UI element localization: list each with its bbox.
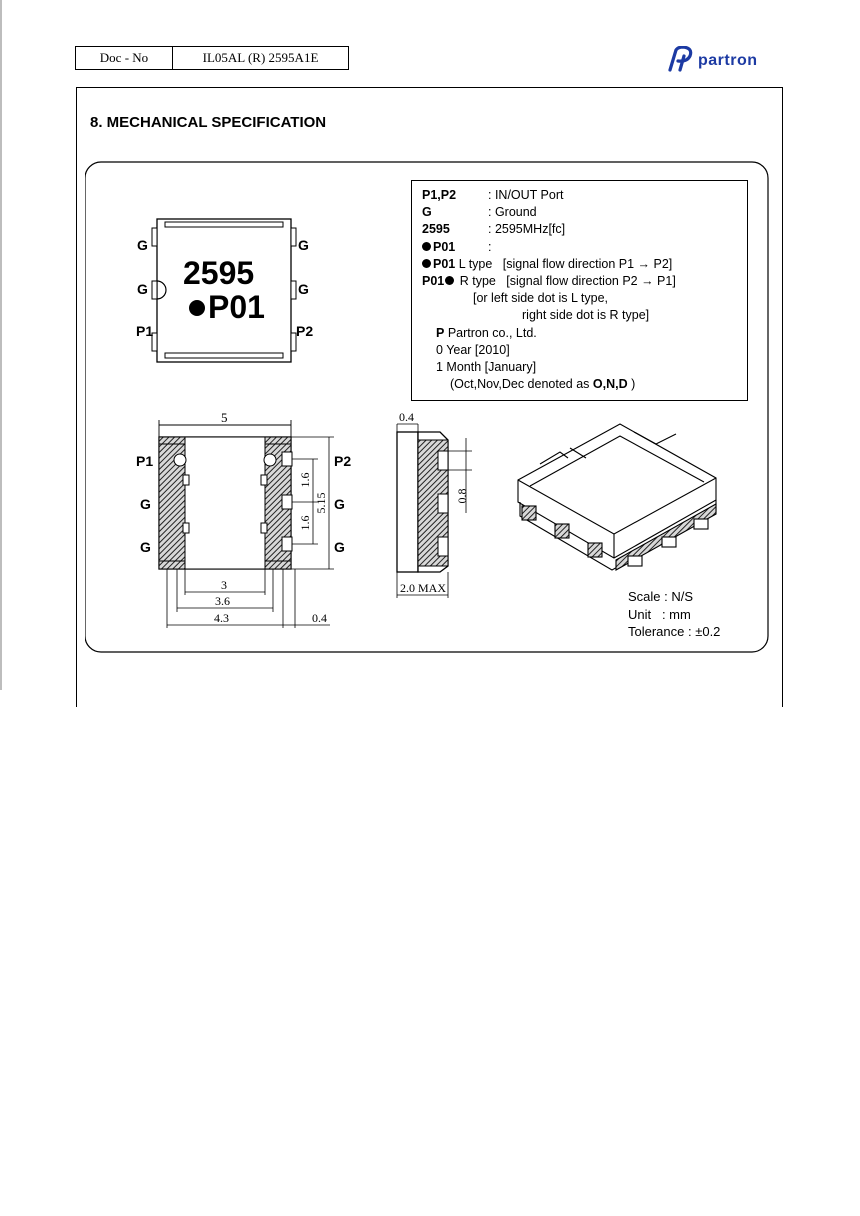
legend-p01-val: : xyxy=(488,239,492,254)
marking-p01: P01 xyxy=(208,289,265,325)
legend-p1p2-val: : IN/OUT Port xyxy=(488,188,564,202)
pin-g-bottom-l1: G xyxy=(140,496,151,512)
partron-logo-icon xyxy=(666,46,696,72)
legend-note-1: [or left side dot is L type, xyxy=(473,291,609,306)
scale-text: Scale : N/S xyxy=(628,589,694,604)
page-left-edge xyxy=(0,0,2,690)
pin-p1-bottom: P1 xyxy=(136,453,154,469)
dim-height: 5.15 xyxy=(314,492,328,514)
legend-l-desc: [signal flow direction P1 → P2] xyxy=(502,256,673,271)
legend-ond-bold: O,N,D xyxy=(592,377,628,392)
legend-l-key: P01 xyxy=(433,256,456,271)
legend-fc-key: 2595 xyxy=(422,222,450,237)
dim-pitch-1: 1.6 xyxy=(298,472,312,488)
section-title: 8. MECHANICAL SPECIFICATION xyxy=(90,114,327,131)
dim-side-h: 0.8 xyxy=(455,488,469,504)
legend-r-desc: [signal flow direction P2 → P1] xyxy=(506,273,676,288)
pin-g-right-2: G xyxy=(298,281,309,297)
legend-g-key: G xyxy=(422,205,432,220)
dim-pad: 0.4 xyxy=(312,611,327,625)
legend-g-val: : Ground xyxy=(488,205,537,220)
side-view xyxy=(397,410,472,598)
pin-g-left-1: G xyxy=(137,237,148,253)
dot-icon xyxy=(422,259,431,268)
dim-side-top: 0.4 xyxy=(399,410,414,424)
pin-g-right-1: G xyxy=(298,237,309,253)
orientation-dot xyxy=(189,300,205,316)
top-view xyxy=(136,219,313,362)
legend-year: 0 Year [2010] xyxy=(436,342,510,357)
legend-month: 1 Month [January] xyxy=(436,359,537,374)
legend-ond-post: ) xyxy=(627,377,636,392)
dim-pitch-2: 1.6 xyxy=(298,515,312,531)
marking-2595: 2595 xyxy=(183,255,255,291)
pin-g-left-2: G xyxy=(137,281,148,297)
pin-g-bottom-r1: G xyxy=(334,496,345,512)
dim-mid: 3.6 xyxy=(215,594,230,608)
dim-inner: 3 xyxy=(221,578,227,592)
legend-fc-val: : 2595MHz[fc] xyxy=(488,222,566,237)
partron-logo xyxy=(666,46,758,72)
legend-p-val: Partron co., Ltd. xyxy=(447,325,537,340)
legend-ond-pre: (Oct,Nov,Dec denoted as xyxy=(450,377,593,392)
legend-r-key: P01 xyxy=(422,273,445,288)
legend-p-key: P xyxy=(436,325,445,340)
pin-g-bottom-l2: G xyxy=(140,539,151,555)
legend-note-2: right side dot is R type] xyxy=(522,308,650,323)
doc-label: Doc - No xyxy=(76,47,173,69)
unit-text: Unit : mm xyxy=(628,606,691,622)
dot-icon xyxy=(422,242,431,251)
pin-p1-top: P1 xyxy=(136,323,154,339)
dot-icon xyxy=(445,276,454,285)
dim-side-max: 2.0 MAX xyxy=(400,581,447,595)
tolerance-text: Tolerance : ±0.2 xyxy=(628,624,721,639)
marking-legend xyxy=(411,180,748,401)
doc-number: IL05AL (R) 2595A1E xyxy=(202,50,319,65)
scale-block xyxy=(628,588,720,641)
isometric-view xyxy=(518,424,716,570)
doc-number-box xyxy=(75,46,349,70)
bottom-view xyxy=(136,410,351,628)
dim-width: 5 xyxy=(221,410,228,425)
legend-l-type: L type xyxy=(458,256,493,271)
legend-p1p2-key: P1,P2 xyxy=(422,188,457,202)
pin-g-bottom-r2: G xyxy=(334,539,345,555)
legend-r-type: R type xyxy=(459,273,496,288)
pin-p2-bottom: P2 xyxy=(334,453,352,469)
dim-outer: 4.3 xyxy=(214,611,229,625)
pin-p2-top: P2 xyxy=(296,323,314,339)
legend-p01-key: P01 xyxy=(433,239,456,254)
logo-wordmark: partron xyxy=(698,52,758,69)
